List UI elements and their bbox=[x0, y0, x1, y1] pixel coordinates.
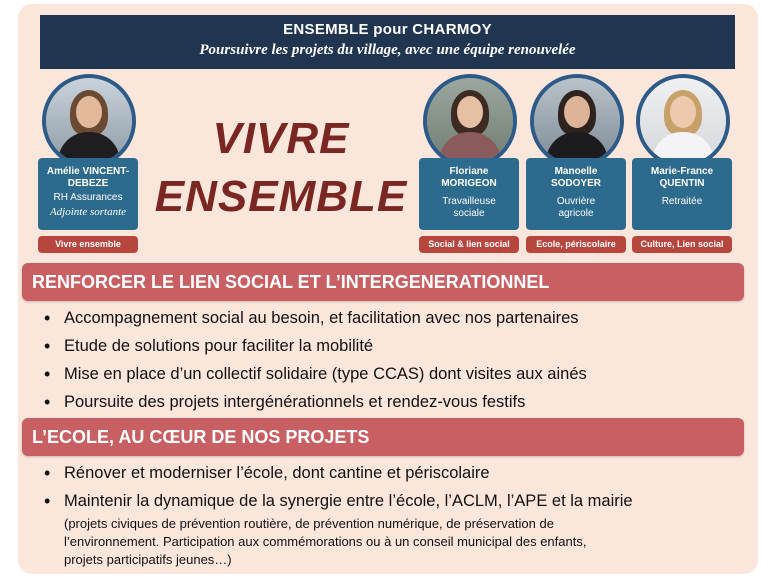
member-name: Amélie VINCENT- DEBEZE bbox=[46, 166, 130, 189]
member-role-badge: Social & lien social bbox=[419, 236, 519, 253]
header-title: ENSEMBLE pour CHARMOY bbox=[283, 21, 492, 38]
member-role-badge: Culture, Lien social bbox=[632, 236, 732, 253]
section-ecole-list bbox=[42, 459, 633, 515]
member-job: Travailleuse sociale bbox=[442, 196, 496, 219]
member-job: Retraitée bbox=[661, 196, 703, 207]
section-title-ecole: L’ECOLE, AU CŒUR DE NOS PROJETS bbox=[22, 418, 744, 456]
list-item: • Maintenir la dynamique de la synergie entre l’école, l’ACLM, l’APE et la mairie bbox=[42, 487, 633, 515]
list-item: • Poursuite des projets intergénérationnels et rendez-vous festifs bbox=[42, 388, 587, 416]
member-photo bbox=[423, 74, 517, 168]
member-photo bbox=[530, 74, 624, 168]
member-job: RH Assurances bbox=[53, 192, 123, 203]
member-namebox bbox=[38, 158, 138, 230]
member-note: Adjointe sortante bbox=[49, 206, 127, 218]
member-name: Marie-France QUENTIN bbox=[650, 166, 714, 189]
member-namebox bbox=[526, 158, 626, 230]
section-ecole-note: (projets civiques de prévention routière, de prévention numérique, de préservation de l’environnement. Participation aux commémorations ou à un conseil municipal des enfants, projets participatifs jeunes…) bbox=[64, 516, 587, 567]
header-banner bbox=[40, 15, 735, 69]
member-card-morigeon bbox=[417, 72, 521, 255]
member-card-vincent-debeze bbox=[36, 72, 140, 255]
headline: VIVRE ENSEMBLE bbox=[154, 114, 408, 221]
member-name: Manoelle SODOYER bbox=[550, 166, 601, 189]
member-namebox bbox=[419, 158, 519, 230]
section-lien-social-list bbox=[42, 304, 587, 416]
list-item: • Mise en place d’un collectif solidaire (type CCAS) dont visites aux ainés bbox=[42, 360, 587, 388]
header-subtitle: Poursuivre les projets du village, avec une équipe renouvelée bbox=[199, 42, 576, 58]
member-job: Ouvrière agricole bbox=[556, 196, 596, 219]
list-item: • Accompagnement social au besoin, et facilitation avec nos partenaires bbox=[42, 304, 587, 332]
section-title-lien-social: RENFORCER LE LIEN SOCIAL ET L’INTERGENERATIONNEL bbox=[22, 263, 744, 301]
list-item: • Rénover et moderniser l’école, dont cantine et périscolaire bbox=[42, 459, 633, 487]
member-card-quentin bbox=[630, 72, 734, 255]
member-photo bbox=[636, 74, 730, 168]
member-namebox bbox=[632, 158, 732, 230]
member-card-sodoyer bbox=[524, 72, 628, 255]
list-item: • Etude de solutions pour faciliter la mobilité bbox=[42, 332, 587, 360]
member-role-badge: Ecole, périscolaire bbox=[526, 236, 626, 253]
member-role-badge: Vivre ensemble bbox=[38, 236, 138, 253]
member-name: Floriane MORIGEON bbox=[441, 166, 497, 189]
member-photo bbox=[42, 74, 136, 168]
